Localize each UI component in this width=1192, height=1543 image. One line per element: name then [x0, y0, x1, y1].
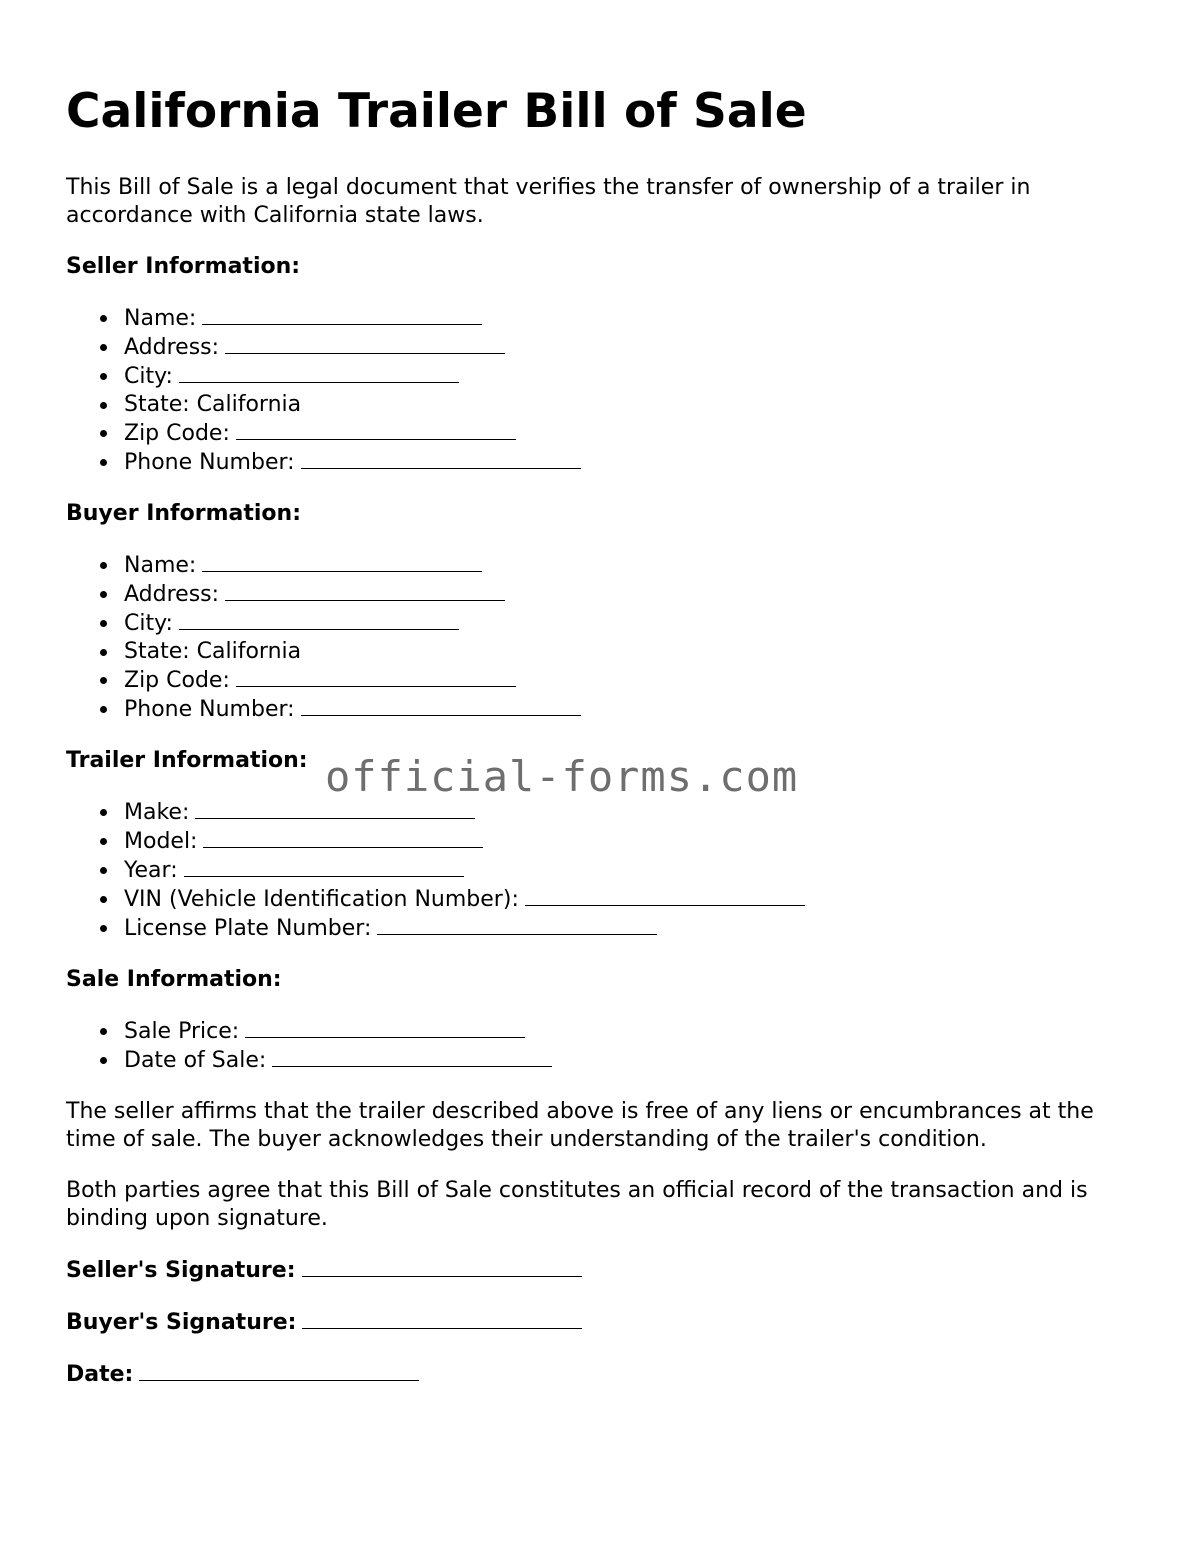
trailer-field-list — [66, 798, 1146, 943]
fill-in-line[interactable] — [236, 666, 516, 687]
fill-in-line[interactable] — [525, 885, 805, 906]
buyer-signature-line — [66, 1308, 1146, 1337]
signature-label: Buyer's Signature: — [66, 1310, 297, 1335]
field-label: Zip Code: — [124, 421, 230, 446]
sale-date-field — [66, 1046, 1146, 1075]
trailer-make-field — [66, 798, 1146, 827]
field-label: Year: — [124, 858, 178, 883]
seller-city-field — [66, 362, 1146, 391]
seller-signature-line — [66, 1256, 1146, 1285]
buyer-city-field — [66, 609, 1146, 638]
trailer-plate-field — [66, 914, 1146, 943]
buyer-phone-field — [66, 695, 1146, 724]
affirmation-paragraph: The seller affirms that the trailer described above is free of any liens or encumbrances at the time of sale. The buyer acknowledges their understanding of the trailer's condition. — [66, 1099, 1094, 1152]
trailer-year-field — [66, 856, 1146, 885]
document-page — [66, 0, 1146, 1389]
trailer-section-heading: Trailer Information: — [66, 748, 308, 773]
trailer-vin-field — [66, 885, 1146, 914]
fill-in-line[interactable] — [272, 1046, 552, 1067]
buyer-section-heading: Buyer Information: — [66, 501, 301, 526]
seller-zip-field — [66, 419, 1146, 448]
field-label: Phone Number: — [124, 450, 295, 475]
field-label: City: — [124, 611, 173, 636]
field-label: Model: — [124, 829, 198, 854]
intro-paragraph: This Bill of Sale is a legal document that verifies the transfer of ownership of a trailer in accordance with California state laws. — [66, 175, 1031, 228]
watermark: official-forms.com — [325, 752, 799, 801]
buyer-state-field — [66, 638, 1146, 666]
document-title: California Trailer Bill of Sale — [66, 84, 807, 139]
buyer-zip-field — [66, 666, 1146, 695]
field-label: State: California — [124, 392, 302, 417]
fill-in-line[interactable] — [302, 1308, 582, 1329]
fill-in-line[interactable] — [179, 609, 459, 630]
fill-in-line[interactable] — [245, 1017, 525, 1038]
field-label: Name: — [124, 306, 197, 331]
seller-name-field — [66, 304, 1146, 333]
agreement-paragraph: Both parties agree that this Bill of Sale constitutes an official record of the transaction and is binding upon signature. — [66, 1178, 1088, 1231]
sale-section-heading: Sale Information: — [66, 967, 282, 992]
fill-in-line[interactable] — [301, 695, 581, 716]
field-label: License Plate Number: — [124, 916, 372, 941]
signature-label: Seller's Signature: — [66, 1258, 296, 1283]
fill-in-line[interactable] — [203, 827, 483, 848]
fill-in-line[interactable] — [225, 333, 505, 354]
field-label: Sale Price: — [124, 1019, 240, 1044]
sale-field-list — [66, 1017, 1146, 1075]
field-label: Date of Sale: — [124, 1048, 267, 1073]
field-label: Address: — [124, 335, 220, 360]
seller-address-field — [66, 333, 1146, 362]
fill-in-line[interactable] — [302, 1256, 582, 1277]
fill-in-line[interactable] — [377, 914, 657, 935]
fill-in-line[interactable] — [179, 362, 459, 383]
fill-in-line[interactable] — [139, 1360, 419, 1381]
buyer-address-field — [66, 580, 1146, 609]
fill-in-line[interactable] — [225, 580, 505, 601]
fill-in-line[interactable] — [195, 798, 475, 819]
fill-in-line[interactable] — [184, 856, 464, 877]
fill-in-line[interactable] — [202, 551, 482, 572]
trailer-model-field — [66, 827, 1146, 856]
seller-section-heading: Seller Information: — [66, 254, 301, 279]
seller-field-list — [66, 304, 1146, 477]
field-label: Zip Code: — [124, 668, 230, 693]
signature-label: Date: — [66, 1362, 134, 1387]
fill-in-line[interactable] — [236, 419, 516, 440]
sale-price-field — [66, 1017, 1146, 1046]
fill-in-line[interactable] — [301, 448, 581, 469]
date-signature-line — [66, 1360, 1146, 1389]
field-label: VIN (Vehicle Identification Number): — [124, 887, 519, 912]
seller-phone-field — [66, 448, 1146, 477]
buyer-name-field — [66, 551, 1146, 580]
buyer-field-list — [66, 551, 1146, 724]
fill-in-line[interactable] — [202, 304, 482, 325]
field-label: Make: — [124, 800, 190, 825]
field-label: Address: — [124, 582, 220, 607]
field-label: Phone Number: — [124, 697, 295, 722]
seller-state-field — [66, 391, 1146, 419]
field-label: City: — [124, 364, 173, 389]
field-label: Name: — [124, 553, 197, 578]
field-label: State: California — [124, 639, 302, 664]
